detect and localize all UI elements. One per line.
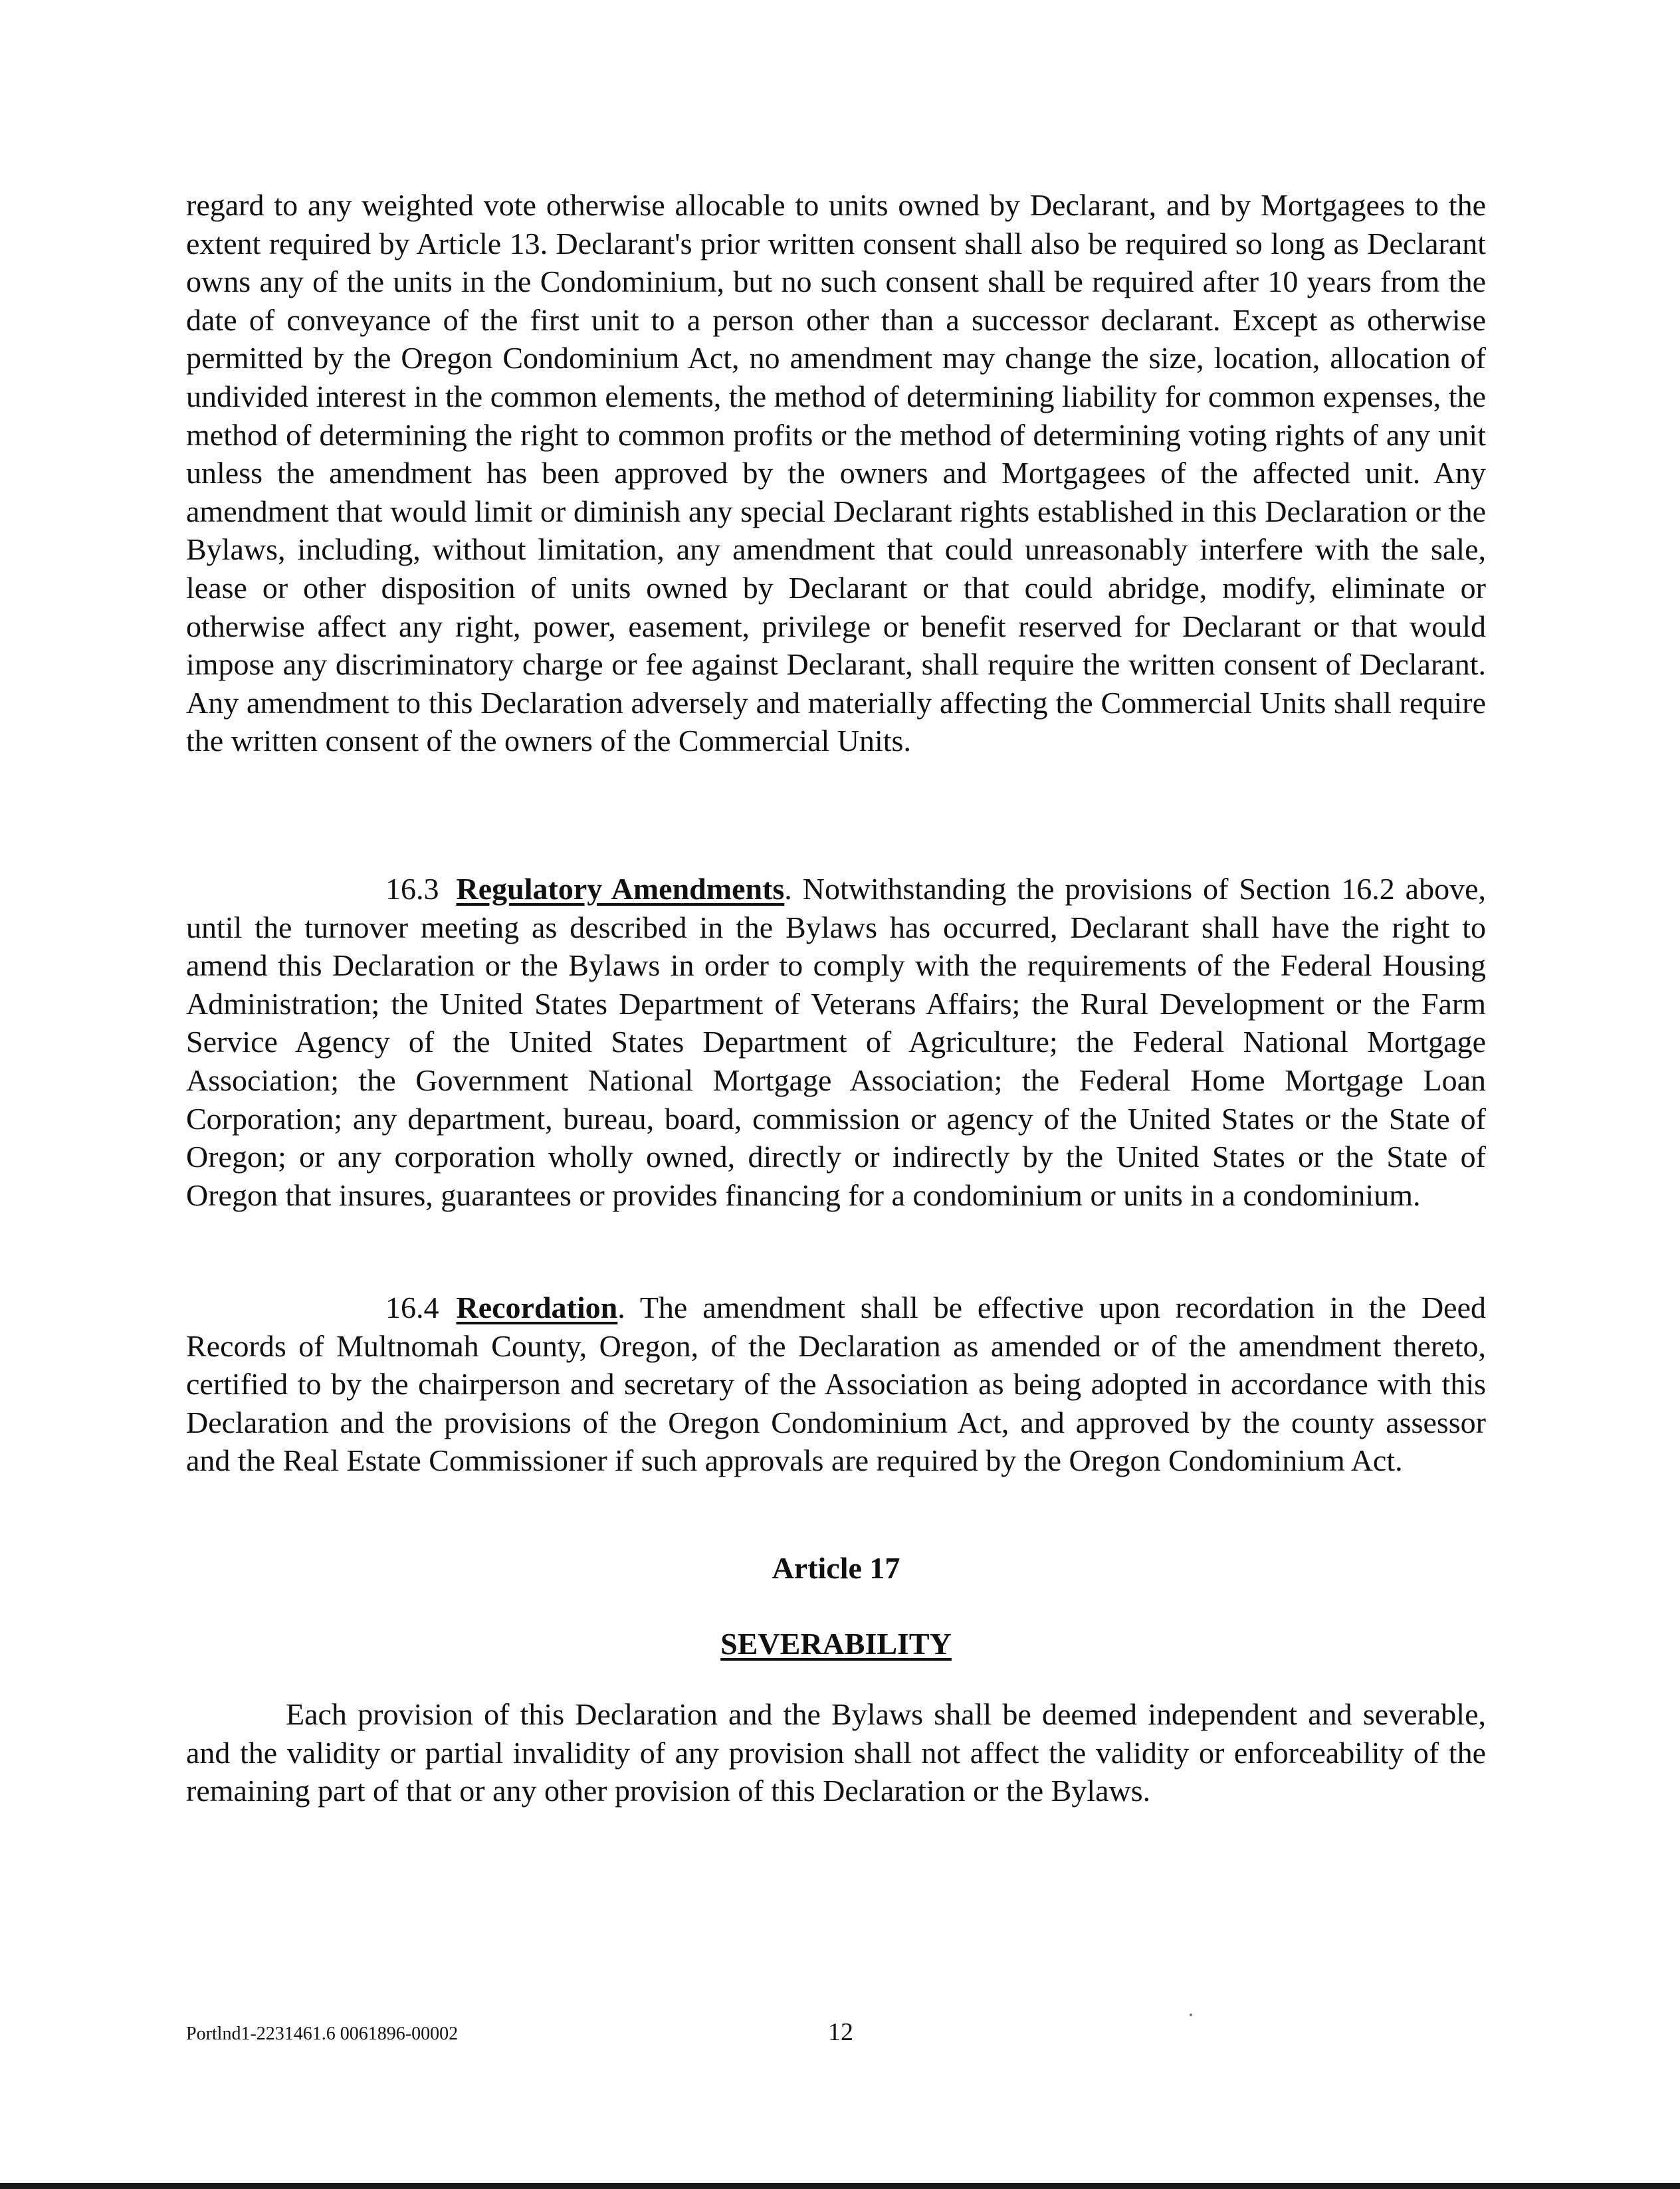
section-number: 16.4 xyxy=(385,1291,439,1324)
section-body: . The amendment shall be effective upon recordation in the Deed Records of Multnomah County, Oregon, of the Declaration as amended or of the amendment thereto, certified to by the chairperson and secretary of the Association as being adopted in accordance with this Declaration and the provisions of the Oregon Condominium Act, and approved by the county assessor and the Real Estate Commissioner if such approvals are required by the Oregon Condominium Act. xyxy=(186,1291,1486,1478)
section-number: 16.3 xyxy=(385,872,439,906)
footer-page-number: 12 xyxy=(828,2018,853,2046)
paragraph-section-16-4 xyxy=(186,1289,1486,1480)
paragraph-severability: Each provision of this Declaration and the Bylaws shall be deemed independent and severable, and the validity or partial invalidity of any provision shall not affect the validity or enforceability of the remaining part of that or any other provision of this Declaration or the Bylaws. xyxy=(186,1697,1486,1808)
scan-bottom-edge xyxy=(0,2183,1680,2189)
paragraph-section-16-3 xyxy=(186,870,1486,1214)
footer-document-reference: Portlnd1-2231461.6 0061896-00002 xyxy=(186,2024,459,2044)
article-number-heading: Article 17 xyxy=(772,1551,900,1585)
article-title-heading: SEVERABILITY xyxy=(720,1627,952,1661)
paragraph-amendment-continuation: regard to any weighted vote otherwise allocable to units owned by Declarant, and by Mortgagees to the extent required by Article 13. Declarant's prior written consent shall also be required so long as Declarant owns any of the units in the Condominium, but no such consent shall be required after 10 years from the date of conveyance of the first unit to a person other than a successor declarant. Except as otherwise permitted by the Oregon Condominium Act, no amendment may change the size, location, allocation of undivided interest in the common elements, the method of determining liability for common expenses, the method of determining the right to common profits or the method of determining voting rights of any unit unless the amendment has been approved by the owners and Mortgagees of the affected unit. Any amendment that would limit or diminish any special Declarant rights established in this Declaration or the Bylaws, including, without limitation, any amendment that could unreasonably interfere with the sale, lease or other disposition of units owned by Declarant or that could abridge, modify, eliminate or otherwise affect any right, power, easement, privilege or benefit reserved for Declarant or that would impose any discriminatory charge or fee against Declarant, shall require the written consent of Declarant. Any amendment to this Declaration adversely and materially affecting the Commercial Units shall require the written consent of the owners of the Commercial Units. xyxy=(186,188,1486,758)
section-title: Regulatory Amendments xyxy=(456,872,785,906)
section-body: . Notwithstanding the provisions of Section 16.2 above, until the turnover meeting as described in the Bylaws has occurred, Declarant shall have the right to amend this Declaration or the Bylaws in order to comply with the requirements of the Federal Housing Administration; the United States Department of Veterans Affairs; the Rural Development or the Farm Service Agency of the United States Department of Agriculture; the Federal National Mortgage Association; the Government National Mortgage Association; the Federal Home Mortgage Loan Corporation; any department, bureau, board, commission or agency of the United States or the State of Oregon; or any corporation wholly owned, directly or indirectly by the United States or the State of Oregon that insures, guarantees or provides financing for a condominium or units in a condominium. xyxy=(186,872,1486,1212)
scan-speck xyxy=(1190,2014,1192,2016)
section-title: Recordation xyxy=(456,1291,618,1324)
